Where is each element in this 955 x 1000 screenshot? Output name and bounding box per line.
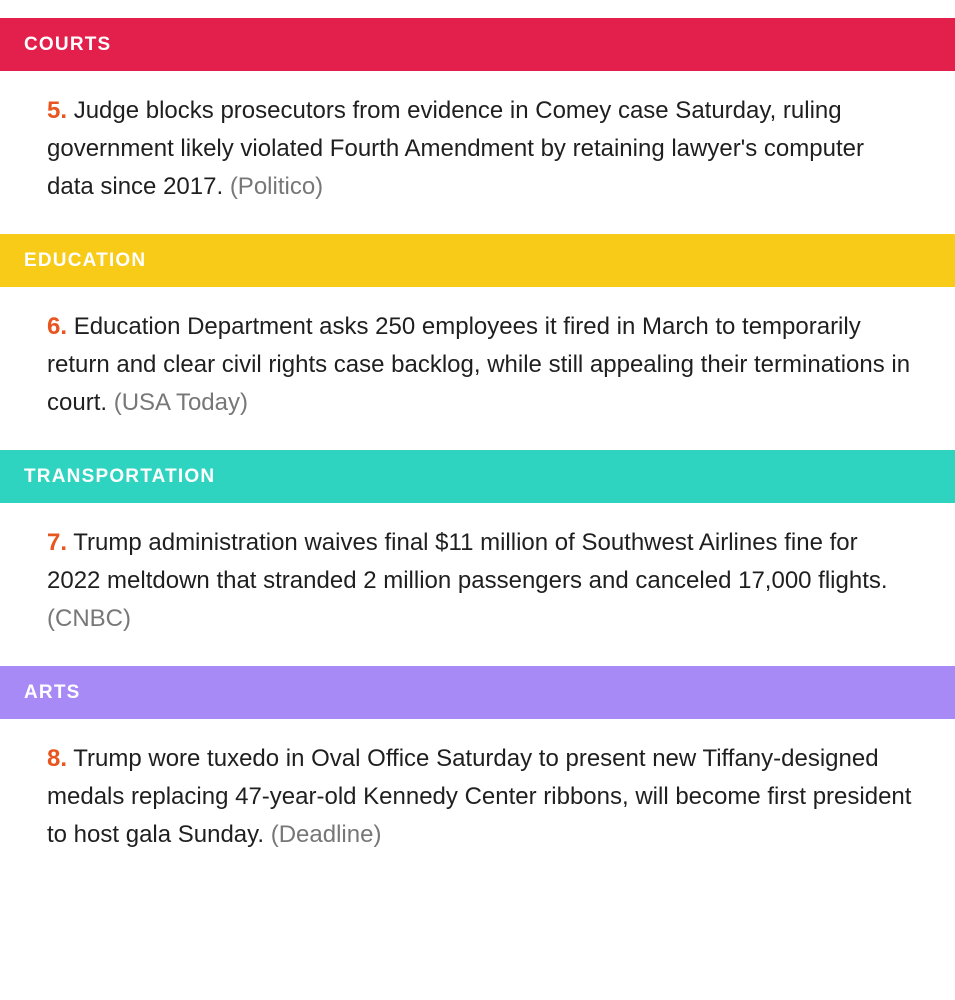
section-header-courts[interactable]: COURTS	[0, 18, 955, 71]
section-header-arts[interactable]: ARTS	[0, 666, 955, 719]
story-item	[0, 71, 955, 234]
story-headline: Judge blocks prosecutors from evidence in Comey case Saturday, ruling government likely violated Fourth Amendment by retaining lawyer's computer data since 2017.	[47, 97, 864, 200]
story-headline: Trump administration waives final $11 million of Southwest Airlines fine for 2022 meltdown that stranded 2 million passengers and canceled 17,000 flights.	[47, 529, 888, 594]
story-text	[47, 740, 915, 854]
story-number: 8.	[47, 745, 68, 772]
story-number: 7.	[47, 529, 68, 556]
story-headline: Trump wore tuxedo in Oval Office Saturday to present new Tiffany-designed medals replacing 47-year-old Kennedy Center ribbons, will become first president to host gala Sunday.	[47, 745, 912, 848]
section-header-transportation[interactable]: TRANSPORTATION	[0, 450, 955, 503]
story-number: 5.	[47, 97, 68, 124]
story-text	[47, 92, 915, 206]
story-text	[47, 524, 915, 638]
story-item	[0, 719, 955, 882]
news-feed	[0, 18, 955, 882]
section-header-education[interactable]: EDUCATION	[0, 234, 955, 287]
story-headline: Education Department asks 250 employees it fired in March to temporarily return and clear civil rights case backlog, while still appealing their terminations in court.	[47, 313, 911, 416]
story-source-link[interactable]: (Politico)	[229, 173, 324, 200]
story-text	[47, 308, 915, 422]
story-item	[0, 287, 955, 450]
section-education	[0, 234, 955, 450]
story-item	[0, 503, 955, 666]
story-source-link[interactable]: (CNBC)	[47, 605, 131, 632]
section-courts	[0, 18, 955, 234]
section-arts	[0, 666, 955, 882]
story-source-link[interactable]: (Deadline)	[270, 821, 382, 848]
section-transportation	[0, 450, 955, 666]
story-number: 6.	[47, 313, 68, 340]
story-source-link[interactable]: (USA Today)	[113, 389, 248, 416]
